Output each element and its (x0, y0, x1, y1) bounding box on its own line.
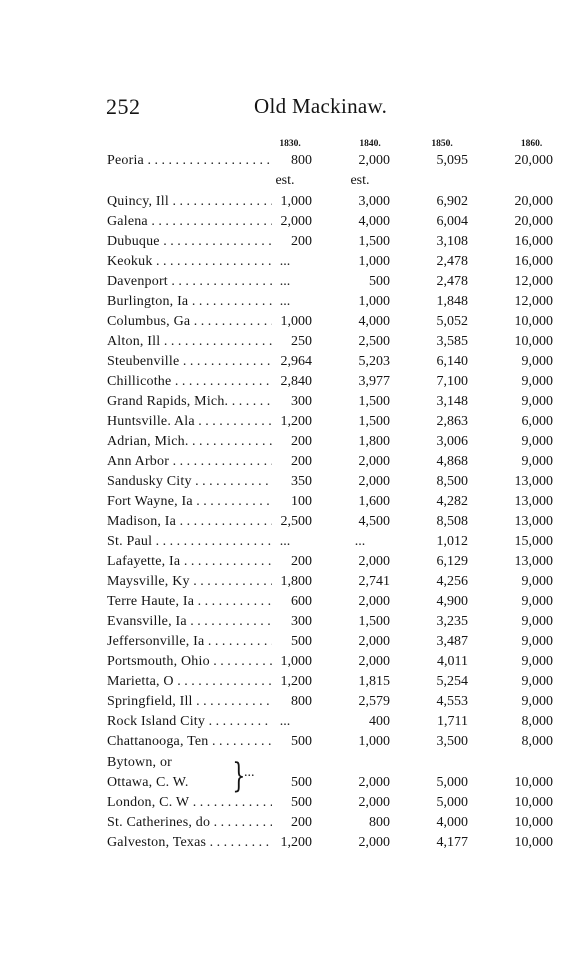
city-name (107, 334, 272, 350)
population-1830: 2,000 (280, 214, 312, 229)
population-1830: 1,200 (280, 835, 312, 850)
city-label: Ann Arbor (107, 454, 170, 469)
population-1830: ... (279, 714, 291, 729)
population-1830: est. (275, 173, 295, 188)
city-name (107, 795, 272, 811)
population-1840: 1,000 (358, 254, 390, 269)
population-1860: 9,000 (521, 434, 553, 449)
city-label: Ottawa, C. W. (107, 775, 189, 790)
city-name (107, 734, 272, 750)
population-1860: 10,000 (514, 314, 553, 329)
population-1840: 2,000 (358, 153, 390, 168)
population-1860: 9,000 (521, 694, 553, 709)
population-1860: 10,000 (514, 334, 553, 349)
city-label: Columbus, Ga (107, 314, 191, 329)
population-1840: 1,500 (358, 614, 390, 629)
population-1860: 9,000 (521, 354, 553, 369)
city-name (107, 815, 272, 831)
population-1840: 1,500 (358, 414, 390, 429)
population-1860: 15,000 (514, 534, 553, 549)
city-name (107, 474, 272, 490)
population-1850: 7,100 (436, 374, 468, 389)
population-1840: 2,000 (358, 654, 390, 669)
population-1830: ... (279, 534, 291, 549)
city-name (107, 634, 272, 650)
city-name (107, 214, 272, 230)
population-1830: 1,000 (280, 654, 312, 669)
city-label: Peoria (107, 153, 144, 168)
population-1830: 2,500 (280, 514, 312, 529)
population-1840: 4,000 (358, 314, 390, 329)
city-name (107, 274, 272, 290)
city-label: Bytown, or (107, 755, 172, 770)
city-name (107, 314, 272, 330)
population-1850: 6,140 (436, 354, 468, 369)
population-1840: 2,579 (358, 694, 390, 709)
population-1850: 4,900 (436, 594, 468, 609)
population-1850: 8,500 (436, 474, 468, 489)
population-1850: 3,235 (436, 614, 468, 629)
population-1860: 9,000 (521, 374, 553, 389)
population-1830: 1,000 (280, 194, 312, 209)
population-1840: 1,815 (358, 674, 390, 689)
population-1860: 13,000 (514, 514, 553, 529)
city-name (107, 835, 272, 851)
population-1850: 2,478 (436, 254, 468, 269)
population-1840: 1,500 (358, 394, 390, 409)
column-header-1860: 1860. (520, 139, 543, 149)
population-1860: 13,000 (514, 554, 553, 569)
population-1830: 300 (291, 394, 312, 409)
city-label: Evansville, Ia (107, 614, 187, 629)
population-1830: 500 (291, 795, 312, 810)
population-1850: 5,000 (436, 795, 468, 810)
city-label: St. Paul (107, 534, 153, 549)
population-1840: 2,741 (358, 574, 390, 589)
population-1860: 10,000 (514, 775, 553, 790)
city-name (107, 414, 272, 430)
city-name (107, 694, 272, 710)
population-1840: 3,977 (358, 374, 390, 389)
population-1840: 2,000 (358, 554, 390, 569)
city-name (107, 755, 227, 771)
population-1850: 5,095 (436, 153, 468, 168)
population-1850: 1,012 (436, 534, 468, 549)
population-1860: 9,000 (521, 594, 553, 609)
city-label: Adrian, Mich. (107, 434, 189, 449)
population-1860: 9,000 (521, 634, 553, 649)
city-label: Chattanooga, Ten (107, 734, 209, 749)
population-1840: 4,500 (358, 514, 390, 529)
city-label: St. Catherines, do (107, 815, 211, 830)
population-1850: 4,011 (437, 654, 468, 669)
population-1840: 1,800 (358, 434, 390, 449)
city-name (107, 434, 272, 450)
population-1850: 4,553 (436, 694, 468, 709)
population-1850: 3,108 (436, 234, 468, 249)
city-label: Davenport (107, 274, 168, 289)
population-1850: 5,052 (436, 314, 468, 329)
population-1830: 1,800 (280, 574, 312, 589)
population-1850: 4,256 (436, 574, 468, 589)
city-name (107, 654, 272, 670)
city-label: Keokuk (107, 254, 153, 269)
population-1860: 12,000 (514, 274, 553, 289)
population-1830: 500 (291, 775, 312, 790)
population-1860: 13,000 (514, 474, 553, 489)
population-1830: ... (279, 254, 291, 269)
city-name (107, 394, 272, 410)
population-1860: 9,000 (521, 394, 553, 409)
population-1840: 1,000 (358, 734, 390, 749)
population-1830: 500 (291, 634, 312, 649)
population-1850: 8,508 (436, 514, 468, 529)
population-1830: 500 (291, 734, 312, 749)
city-label: Alton, Ill (107, 334, 161, 349)
population-1860: 8,000 (521, 734, 553, 749)
population-1850: 2,863 (436, 414, 468, 429)
city-label: Portsmouth, Ohio (107, 654, 210, 669)
population-1850: 5,000 (436, 775, 468, 790)
city-label: Fort Wayne, Ia (107, 494, 193, 509)
population-1850: 3,487 (436, 634, 468, 649)
population-1840: 3,000 (358, 194, 390, 209)
population-1860: 20,000 (514, 153, 553, 168)
population-1850: 4,868 (436, 454, 468, 469)
population-1850: 3,148 (436, 394, 468, 409)
city-name (107, 514, 272, 530)
city-label: Terre Haute, Ia (107, 594, 195, 609)
city-label: Chillicothe (107, 374, 172, 389)
population-1860: 20,000 (514, 214, 553, 229)
population-1840: 1,500 (358, 234, 390, 249)
city-label: Maysville, Ky (107, 574, 190, 589)
population-1830: 250 (291, 334, 312, 349)
city-name (107, 534, 272, 550)
population-1830: 350 (291, 474, 312, 489)
population-1850: 4,000 (436, 815, 468, 830)
city-name (107, 554, 272, 570)
population-1830: 600 (291, 594, 312, 609)
city-label: Galena (107, 214, 148, 229)
population-1860: 9,000 (521, 454, 553, 469)
city-label: Burlington, Ia (107, 294, 189, 309)
population-1840: 2,000 (358, 634, 390, 649)
city-label: Madison, Ia (107, 514, 177, 529)
population-1860: 10,000 (514, 795, 553, 810)
city-name (107, 234, 272, 250)
population-1840: 2,000 (358, 454, 390, 469)
population-1830: ... (279, 274, 291, 289)
brace-leader-dots: ... (244, 765, 255, 780)
city-name (107, 294, 272, 310)
city-name (107, 254, 272, 270)
page-number: 252 (106, 94, 141, 119)
population-1830: 1,200 (280, 414, 312, 429)
population-1830: 800 (291, 694, 312, 709)
city-name (107, 714, 272, 730)
city-label: Lafayette, Ia (107, 554, 181, 569)
city-label: London, C. W (107, 795, 190, 810)
population-1840: 500 (369, 274, 390, 289)
city-name (107, 674, 272, 690)
city-label: Huntsville. Ala (107, 414, 195, 429)
population-1860: 9,000 (521, 654, 553, 669)
population-1850: 1,848 (436, 294, 468, 309)
city-name (107, 614, 272, 630)
population-1850: 3,500 (436, 734, 468, 749)
city-label: Dubuque (107, 234, 160, 249)
population-1850: 5,254 (436, 674, 468, 689)
population-1840: 2,000 (358, 795, 390, 810)
population-1850: 4,177 (436, 835, 468, 850)
population-1850: 2,478 (436, 274, 468, 289)
city-name (107, 374, 272, 390)
city-name (107, 775, 227, 791)
population-1830: 2,840 (280, 374, 312, 389)
column-header-1840: 1840. (359, 139, 381, 149)
population-1850: 6,902 (436, 194, 468, 209)
population-1830: 300 (291, 614, 312, 629)
population-1860: 12,000 (514, 294, 553, 309)
population-1860: 13,000 (514, 494, 553, 509)
population-1850: 3,006 (436, 434, 468, 449)
population-1840: 2,000 (358, 594, 390, 609)
city-label: Jeffersonville, Ia (107, 634, 205, 649)
population-1830: 1,200 (280, 674, 312, 689)
population-1830: 2,964 (280, 354, 312, 369)
population-1830: 1,000 (280, 314, 312, 329)
population-1860: 16,000 (514, 234, 553, 249)
city-name (107, 594, 272, 610)
population-1830: 100 (291, 494, 312, 509)
city-label: Galveston, Texas (107, 835, 207, 850)
population-1840: 400 (369, 714, 390, 729)
city-label: Marietta, O (107, 674, 174, 689)
city-label: Sandusky City (107, 474, 192, 489)
population-1840: 5,203 (358, 354, 390, 369)
population-1860: 6,000 (521, 414, 553, 429)
population-1860: 16,000 (514, 254, 553, 269)
population-1850: 4,282 (436, 494, 468, 509)
population-1840: 2,000 (358, 835, 390, 850)
city-name (107, 574, 272, 590)
column-header-1850: 1850. (431, 139, 453, 149)
population-1830: 200 (291, 815, 312, 830)
city-label: Quincy, Ill (107, 194, 169, 209)
population-1840: 2,000 (358, 474, 390, 489)
population-1830: 200 (291, 434, 312, 449)
population-1860: 20,000 (514, 194, 553, 209)
population-1840: est. (350, 173, 370, 188)
population-1860: 9,000 (521, 574, 553, 589)
population-1840: 2,500 (358, 334, 390, 349)
column-header-1830: 1830. (279, 139, 301, 149)
population-1860: 10,000 (514, 835, 553, 850)
population-1850: 1,711 (437, 714, 468, 729)
population-1850: 3,585 (436, 334, 468, 349)
city-label: Steubenville (107, 354, 180, 369)
population-1840: 1,600 (358, 494, 390, 509)
city-name (107, 494, 272, 510)
population-1840: 2,000 (358, 775, 390, 790)
population-1860: 10,000 (514, 815, 553, 830)
city-name (107, 194, 272, 210)
city-name (107, 354, 272, 370)
population-1850: 6,004 (436, 214, 468, 229)
city-name (107, 153, 272, 169)
population-1830: 200 (291, 454, 312, 469)
population-1860: 9,000 (521, 614, 553, 629)
bracket-brace: } (232, 756, 246, 796)
population-1860: 9,000 (521, 674, 553, 689)
population-1840: 1,000 (358, 294, 390, 309)
running-title: Old Mackinaw. (254, 94, 388, 118)
population-1830: 200 (291, 554, 312, 569)
population-1830: 200 (291, 234, 312, 249)
population-1850: 6,129 (436, 554, 468, 569)
population-1830: 800 (291, 153, 312, 168)
population-1860: 8,000 (521, 714, 553, 729)
city-label: Springfield, Ill (107, 694, 193, 709)
population-1840: ... (354, 534, 366, 549)
population-1830: ... (279, 294, 291, 309)
population-1840: 800 (369, 815, 390, 830)
population-1840: 4,000 (358, 214, 390, 229)
city-name (107, 454, 272, 470)
city-label: Rock Island City (107, 714, 206, 729)
city-label: Grand Rapids, Mich. (107, 394, 229, 409)
